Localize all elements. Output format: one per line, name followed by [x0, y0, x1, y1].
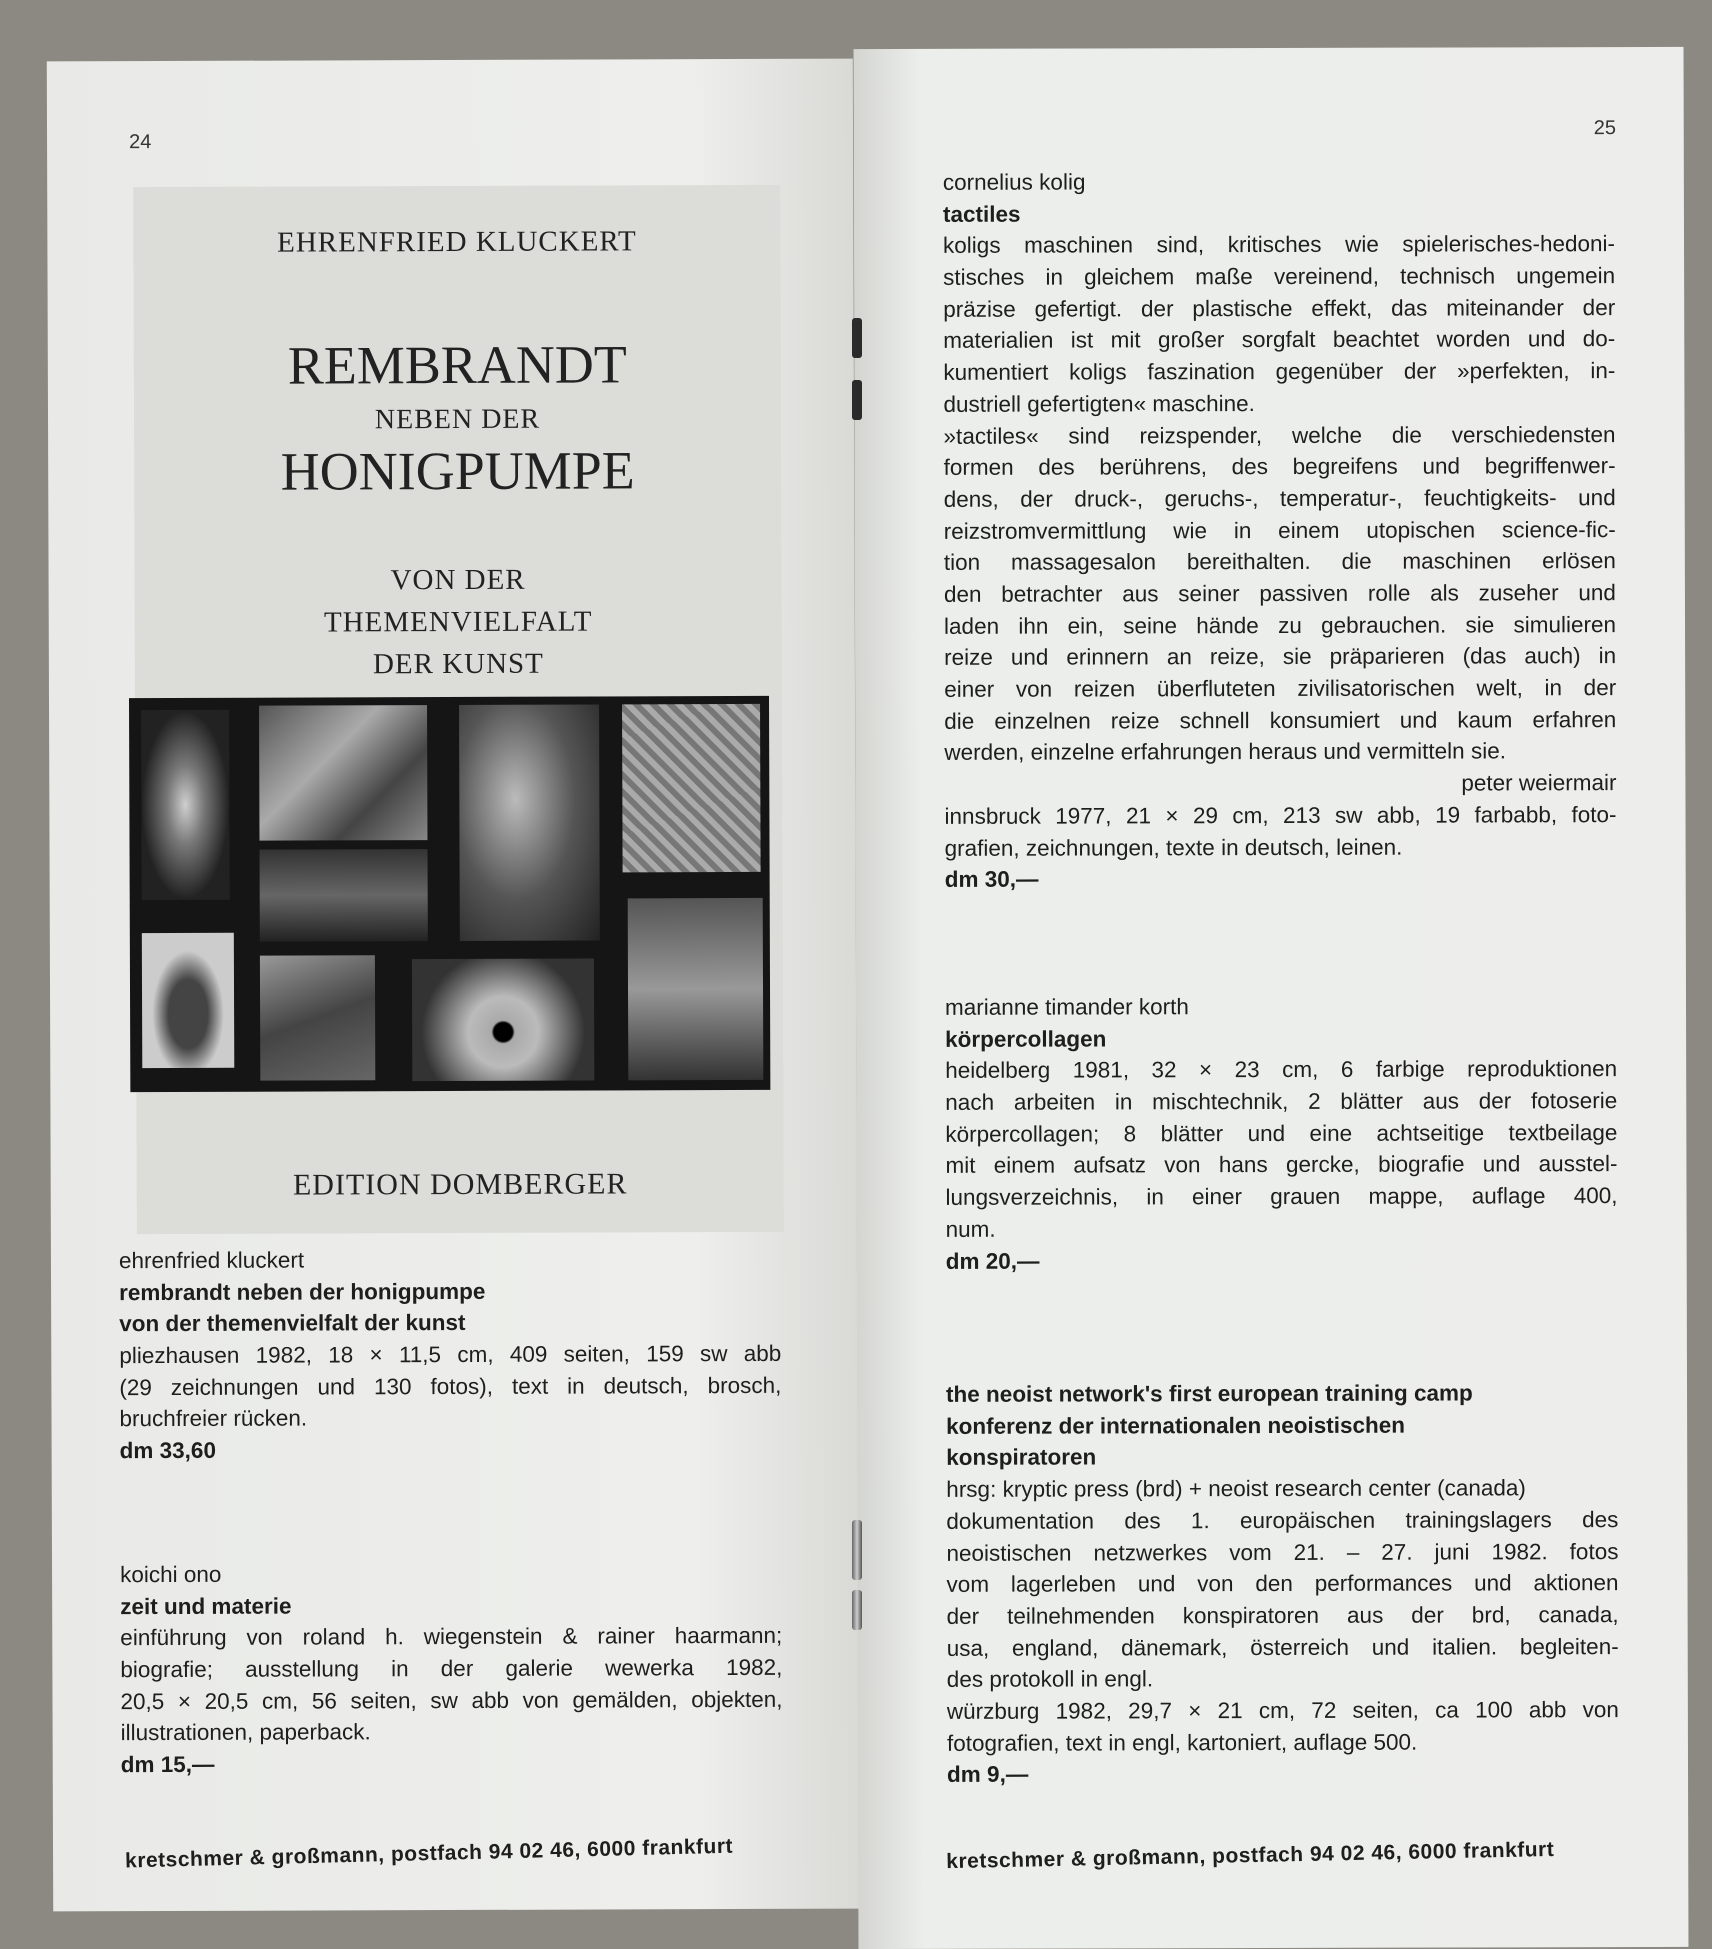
- entry-title: tactiles: [942, 201, 1021, 227]
- painting-photo: [260, 955, 375, 1080]
- entry-text-line: bruchfreier rücken.: [119, 1405, 308, 1432]
- entry-title: konspiratoren: [946, 1444, 1097, 1471]
- ad-title-connector: NEBEN DER: [374, 403, 541, 436]
- catalog-entry: [119, 1243, 782, 1467]
- entry-text-line: laden ihn ein, seine hände zu gebrauchen. sie simulieren: [943, 611, 1617, 639]
- entry-text-line: den betrachter aus seiner passiven rolle als zuseher und: [943, 580, 1616, 607]
- entry-text-line: materialien ist mit großer sorgfalt beachtet worden und do-: [943, 326, 1616, 354]
- publisher-footer: kretschmer & großmann, postfach 94 02 46, 6000 frankfurt: [946, 1837, 1555, 1874]
- right-page: [854, 47, 1689, 1949]
- entry-text-line: biografie; ausstellung in der galerie wewerka 1982,: [120, 1654, 783, 1683]
- binding-staple: [852, 1520, 862, 1580]
- entry-author: cornelius kolig: [942, 169, 1086, 195]
- entry-text-line: »tactiles« sind reizspender, welche die verschiedensten: [943, 421, 1616, 449]
- artwork-collage: [129, 696, 770, 1092]
- entry-text-line: formen des berührens, des begreifens und begriffenwer-: [943, 453, 1616, 481]
- entry-text-line: nach arbeiten in mischtechnik, 2 blätter aus der fotoserie: [945, 1088, 1618, 1115]
- painting-photo: [260, 849, 428, 942]
- entry-text-line: lungsverzeichnis, in einer grauen mappe, auflage 400,: [945, 1183, 1618, 1211]
- ad-publisher: EDITION DOMBERGER: [292, 1167, 628, 1202]
- entry-title: rembrandt neben der honigpumpe: [119, 1278, 486, 1305]
- entry-price: dm 9,—: [946, 1761, 1029, 1788]
- entry-text-line: einführung von roland h. wiegenstein & rainer haarmann;: [120, 1623, 783, 1651]
- entry-text-line: würzburg 1982, 29,7 × 21 cm, 72 seiten, ca 100 abb von: [946, 1697, 1619, 1724]
- entry-text-line: dokumentation des 1. europäischen trainingslagers des: [946, 1506, 1619, 1534]
- entry-title: von der themenvielfalt der kunst: [119, 1310, 466, 1337]
- entry-author: ehrenfried kluckert: [118, 1247, 305, 1274]
- entry-text-line: mit einem aufsatz von hans gercke, biografie und ausstel-: [945, 1151, 1618, 1179]
- entry-text-line: vom lagerleben und von den performances und aktionen: [946, 1570, 1619, 1598]
- entry-text-line: hrsg: kryptic press (brd) + neoist research center (canada): [946, 1475, 1526, 1502]
- entry-text-line: pliezhausen 1982, 18 × 11,5 cm, 409 seiten, 159 sw abb: [119, 1340, 782, 1369]
- entry-title: konferenz der internationalen neoistischen: [946, 1412, 1406, 1439]
- sculpture-photo: [141, 710, 230, 900]
- catalog-entry: [120, 1557, 783, 1781]
- entry-text-line: 20,5 × 20,5 cm, 56 seiten, sw abb von gemälden, objekten,: [120, 1686, 783, 1714]
- binding-staple: [852, 1590, 862, 1630]
- entry-author: marianne timander korth: [944, 994, 1189, 1020]
- catalog-entry: [945, 990, 1618, 1277]
- ad-author: EHRENFRIED KLUCKERT: [277, 225, 637, 259]
- entry-text-line: fotografien, text in engl, kartoniert, auflage 500.: [946, 1729, 1418, 1756]
- entry-text-line: usa, england, dänemark, österreich und italien. begleiten-: [946, 1633, 1619, 1661]
- catalog-entry: [946, 1377, 1619, 1791]
- entry-text-line: präzise gefertigt. der plastische effekt, das miteinander der: [943, 294, 1616, 322]
- entry-price: dm 15,—: [120, 1752, 215, 1778]
- entry-text-line: illustrationen, paperback.: [120, 1719, 371, 1746]
- painting-photo: [259, 705, 427, 841]
- entry-title: the neoist network's first european training camp: [946, 1380, 1473, 1407]
- entry-text-line: stisches in gleichem maße vereinend, technisch ungemein: [943, 263, 1616, 290]
- entry-text-line: dens, der druck-, geruchs-, temperatur-, feuchtigkeits- und: [943, 485, 1616, 512]
- entry-text-line: heidelberg 1981, 32 × 23 cm, 6 farbige reproduktionen: [945, 1056, 1618, 1084]
- entry-attribution: peter weiermair: [1461, 770, 1617, 796]
- page-number: 24: [129, 131, 152, 154]
- group-portrait-photo: [628, 898, 764, 1080]
- entry-text-line: reize und erinnern an reize, sie präparieren (das auch) in: [944, 643, 1617, 671]
- entry-text-line: (29 zeichnungen und 130 fotos), text in deutsch, brosch,: [119, 1372, 782, 1400]
- catalog-entry: [943, 165, 1617, 896]
- entry-text-line: körpercollagen; 8 blätter und eine achtseitige textbeilage: [945, 1119, 1618, 1147]
- entry-text-line: kumentiert koligs faszination gegenüber der »perfekten, in-: [943, 358, 1616, 386]
- entry-title: zeit und materie: [120, 1593, 292, 1619]
- entry-text-line: der teilnehmenden konspiratoren aus der brd, canada,: [946, 1601, 1619, 1629]
- entry-text-line: werden, einzelne erfahrungen heraus und vermitteln sie.: [944, 738, 1506, 766]
- drawing-photo: [622, 704, 761, 872]
- entry-price: dm 30,—: [944, 866, 1039, 893]
- binding-staple: [852, 318, 862, 358]
- entry-author: koichi ono: [120, 1561, 222, 1588]
- entry-details-line: innsbruck 1977, 21 × 29 cm, 213 sw abb, 19 farbabb, foto-: [944, 801, 1617, 829]
- entry-text-line: num.: [945, 1216, 996, 1242]
- entry-text-line: die einzelnen reize schnell konsumiert und kaum erfahren: [944, 706, 1617, 734]
- entry-text-line: dustriell gefertigten« maschine.: [943, 390, 1255, 417]
- entry-details-line: grafien, zeichnungen, texte in deutsch, leinen.: [944, 834, 1403, 861]
- entry-title: körpercollagen: [945, 1026, 1107, 1052]
- publisher-footer: kretschmer & großmann, postfach 94 02 46, 6000 frankfurt: [124, 1834, 734, 1873]
- ad-subtitle-2: THEMENVIELFALT: [323, 605, 593, 639]
- entry-price: dm 20,—: [945, 1248, 1040, 1274]
- entry-text-line: tion massagesalon bereithalten. die maschinen erlösen: [943, 548, 1616, 576]
- ad-title-second: HONIGPUMPE: [280, 440, 635, 502]
- sculpture-photo: [142, 933, 234, 1068]
- portrait-photo: [459, 704, 600, 940]
- ad-subtitle-1: VON DER: [390, 563, 526, 597]
- page-number: 25: [1593, 117, 1617, 140]
- entry-text-line: reizstromvermittlung wie in einem utopischen science-fic-: [943, 516, 1616, 544]
- entry-text-line: koligs maschinen sind, kritisches wie spielerisches-hedoni-: [942, 231, 1616, 259]
- eye-painting-photo: [412, 959, 594, 1082]
- entry-text-line: neoistischen netzwerkes vom 21. – 27. juni 1982. fotos: [946, 1538, 1619, 1566]
- ad-subtitle-3: DER KUNST: [372, 647, 544, 681]
- entry-price: dm 33,60: [119, 1438, 216, 1464]
- binding-staple: [852, 380, 862, 420]
- entry-text-line: des protokoll in engl.: [946, 1666, 1154, 1693]
- ad-title-main: REMBRANDT: [287, 334, 627, 396]
- entry-text-line: einer von reizen überfluteten zivilisatorischen welt, in der: [944, 675, 1617, 702]
- left-page: [47, 59, 859, 1912]
